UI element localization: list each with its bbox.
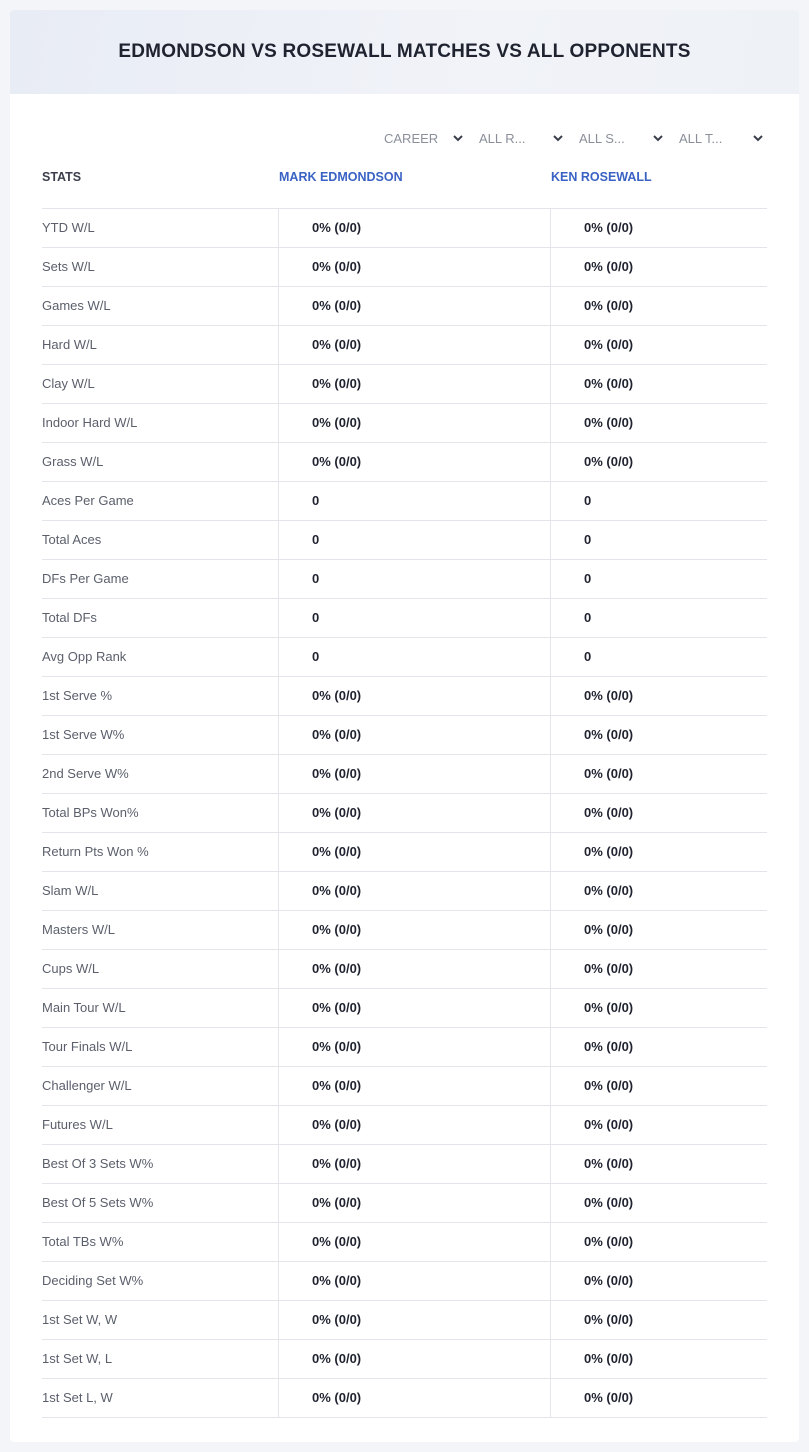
stat-label: Indoor Hard W/L [42, 415, 138, 430]
player2-stat-value: 0 [550, 599, 767, 637]
chevron-down-icon [552, 132, 564, 144]
player2-stat-value: 0% (0/0) [550, 326, 767, 364]
filter-round-select[interactable] [479, 128, 564, 148]
player2-stat-value: 0% (0/0) [550, 677, 767, 715]
player2-stat-value: 0% (0/0) [550, 404, 767, 442]
player1-stat-value: 0 [278, 599, 550, 637]
player1-stat-value: 0 [278, 638, 550, 676]
stat-label: Challenger W/L [42, 1078, 132, 1093]
stat-label: Total Aces [42, 532, 102, 547]
stat-label: Grass W/L [42, 454, 104, 469]
player2-stat-value: 0% (0/0) [550, 1301, 767, 1339]
stat-label: Cups W/L [42, 961, 100, 976]
page-header [10, 10, 799, 94]
player2-stat-value: 0% (0/0) [550, 1262, 767, 1300]
chevron-down-icon [652, 132, 664, 144]
stat-label: 1st Serve % [42, 688, 113, 703]
player1-stat-value: 0% (0/0) [278, 287, 550, 325]
player2-stat-value: 0% (0/0) [550, 1340, 767, 1378]
table-row [42, 560, 767, 599]
player2-stat-value: 0% (0/0) [550, 1106, 767, 1144]
player2-stat-value: 0% (0/0) [550, 1223, 767, 1261]
player1-stat-value: 0% (0/0) [278, 443, 550, 481]
player2-stat-value: 0% (0/0) [550, 1145, 767, 1183]
stat-label: Hard W/L [42, 337, 97, 352]
player2-stat-value: 0% (0/0) [550, 989, 767, 1027]
player2-stat-value: 0% (0/0) [550, 1184, 767, 1222]
stat-label: Total TBs W% [42, 1234, 124, 1249]
table-row [42, 209, 767, 248]
table-row [42, 716, 767, 755]
stat-label: Slam W/L [42, 883, 99, 898]
stat-label: Return Pts Won % [42, 844, 149, 859]
player1-stat-value: 0% (0/0) [278, 1067, 550, 1105]
player1-stat-value: 0% (0/0) [278, 872, 550, 910]
player2-stat-value: 0% (0/0) [550, 794, 767, 832]
table-row [42, 1301, 767, 1340]
stat-label: Total DFs [42, 610, 97, 625]
stat-label: Masters W/L [42, 922, 115, 937]
table-row [42, 911, 767, 950]
stat-label: Games W/L [42, 298, 111, 313]
stat-label: Avg Opp Rank [42, 649, 127, 664]
stat-label: Futures W/L [42, 1117, 113, 1132]
player1-stat-value: 0% (0/0) [278, 1106, 550, 1144]
player2-stat-value: 0% (0/0) [550, 716, 767, 754]
table-row [42, 1106, 767, 1145]
table-row [42, 989, 767, 1028]
filter-tournament-label: ALL T... [679, 130, 723, 146]
player2-stat-value: 0% (0/0) [550, 872, 767, 910]
player1-stat-value: 0% (0/0) [278, 833, 550, 871]
table-row [42, 443, 767, 482]
stat-label: Best Of 5 Sets W% [42, 1195, 154, 1210]
player2-stat-value: 0% (0/0) [550, 1067, 767, 1105]
table-row [42, 1379, 767, 1418]
player1-stat-value: 0% (0/0) [278, 365, 550, 403]
table-row [42, 638, 767, 677]
table-row [42, 1262, 767, 1301]
player2-stat-value: 0% (0/0) [550, 1028, 767, 1066]
column-header-player2-link[interactable]: KEN ROSEWALL [551, 170, 652, 184]
table-row [42, 1028, 767, 1067]
column-header-player1-link[interactable]: MARK EDMONDSON [279, 170, 403, 184]
player2-stat-value: 0% (0/0) [550, 443, 767, 481]
table-row [42, 1184, 767, 1223]
player1-stat-value: 0% (0/0) [278, 404, 550, 442]
table-row [42, 287, 767, 326]
filter-surface-label: ALL S... [579, 130, 625, 146]
player1-stat-value: 0% (0/0) [278, 716, 550, 754]
stats-card [10, 10, 799, 1442]
player2-stat-value: 0% (0/0) [550, 755, 767, 793]
filter-period-select[interactable] [384, 128, 464, 148]
table-row [42, 950, 767, 989]
player2-stat-value: 0% (0/0) [550, 1379, 767, 1417]
player1-stat-value: 0% (0/0) [278, 248, 550, 286]
stat-label: YTD W/L [42, 220, 95, 235]
filter-round-label: ALL R... [479, 130, 526, 146]
chevron-down-icon [452, 132, 464, 144]
table-row [42, 1223, 767, 1262]
stat-label: 2nd Serve W% [42, 766, 129, 781]
player2-stat-value: 0% (0/0) [550, 950, 767, 988]
table-header [42, 170, 767, 209]
stat-label: DFs Per Game [42, 571, 129, 586]
player1-stat-value: 0 [278, 560, 550, 598]
stat-label: Aces Per Game [42, 493, 134, 508]
chevron-down-icon [752, 132, 764, 144]
player2-stat-value: 0 [550, 560, 767, 598]
player1-stat-value: 0% (0/0) [278, 1223, 550, 1261]
filter-surface-select[interactable] [579, 128, 664, 148]
stat-label: Best Of 3 Sets W% [42, 1156, 154, 1171]
player2-stat-value: 0% (0/0) [550, 365, 767, 403]
table-row [42, 833, 767, 872]
player2-stat-value: 0% (0/0) [550, 287, 767, 325]
stat-label: Tour Finals W/L [42, 1039, 133, 1054]
table-row [42, 677, 767, 716]
player2-stat-value: 0% (0/0) [550, 209, 767, 247]
stat-label: 1st Set L, W [42, 1390, 113, 1405]
stat-label: 1st Set W, L [42, 1351, 113, 1366]
stat-label: Deciding Set W% [42, 1273, 144, 1288]
table-row [42, 521, 767, 560]
stats-table-body [42, 209, 767, 1418]
player1-stat-value: 0% (0/0) [278, 989, 550, 1027]
filter-bar [10, 128, 799, 148]
player2-stat-value: 0% (0/0) [550, 833, 767, 871]
table-row [42, 482, 767, 521]
table-row [42, 1067, 767, 1106]
player2-stat-value: 0 [550, 521, 767, 559]
filter-period-label: CAREER [384, 130, 439, 146]
column-header-stats: STATS [42, 170, 82, 184]
stat-label: Main Tour W/L [42, 1000, 126, 1015]
player2-stat-value: 0% (0/0) [550, 911, 767, 949]
player1-stat-value: 0% (0/0) [278, 1262, 550, 1300]
stat-label: Total BPs Won% [42, 805, 139, 820]
player1-stat-value: 0% (0/0) [278, 950, 550, 988]
stat-label: 1st Serve W% [42, 727, 125, 742]
player2-stat-value: 0 [550, 482, 767, 520]
player1-stat-value: 0% (0/0) [278, 1145, 550, 1183]
player1-stat-value: 0% (0/0) [278, 326, 550, 364]
player1-stat-value: 0% (0/0) [278, 1379, 550, 1417]
stat-label: Clay W/L [42, 376, 95, 391]
table-row [42, 404, 767, 443]
table-row [42, 365, 767, 404]
table-row [42, 872, 767, 911]
stat-label: Sets W/L [42, 259, 95, 274]
player1-stat-value: 0% (0/0) [278, 1301, 550, 1339]
table-row [42, 1145, 767, 1184]
player2-stat-value: 0% (0/0) [550, 248, 767, 286]
table-row [42, 794, 767, 833]
player1-stat-value: 0% (0/0) [278, 1028, 550, 1066]
stat-label: 1st Set W, W [42, 1312, 118, 1327]
table-row [42, 755, 767, 794]
table-row [42, 248, 767, 287]
player1-stat-value: 0 [278, 482, 550, 520]
table-row [42, 326, 767, 365]
player1-stat-value: 0% (0/0) [278, 911, 550, 949]
table-row [42, 1340, 767, 1379]
player1-stat-value: 0% (0/0) [278, 1340, 550, 1378]
page-title: EDMONDSON VS ROSEWALL MATCHES VS ALL OPPONENTS [118, 41, 691, 62]
player1-stat-value: 0% (0/0) [278, 677, 550, 715]
player2-stat-value: 0 [550, 638, 767, 676]
filter-tournament-select[interactable] [679, 128, 764, 148]
player1-stat-value: 0 [278, 521, 550, 559]
player1-stat-value: 0% (0/0) [278, 794, 550, 832]
table-row [42, 599, 767, 638]
player1-stat-value: 0% (0/0) [278, 755, 550, 793]
player1-stat-value: 0% (0/0) [278, 209, 550, 247]
player1-stat-value: 0% (0/0) [278, 1184, 550, 1222]
